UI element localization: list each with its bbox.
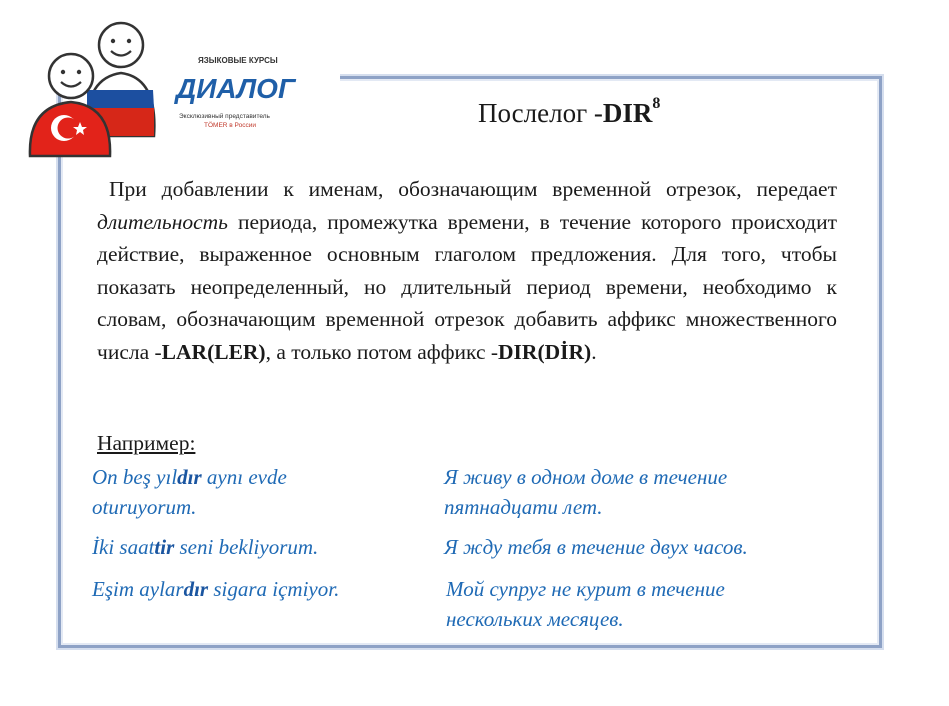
logo-sub-line2: TÖMER в России xyxy=(204,122,256,129)
para-text-2: периода, промежутка времени, в течение которого происходит действие, выраженное основным глаголом предложения. Для того, чтобы показать неопределенный, но длительный период времени, необходимо к словам, обозначающим временной отрезок добавить аффикс множественного числа - xyxy=(97,209,837,364)
example-tr-3: Eşim aylardır sigara içmiyor. xyxy=(92,577,340,601)
para-affix-dir: DIR(DİR) xyxy=(498,339,592,364)
examples-heading: Например: xyxy=(97,431,196,455)
para-italic-term: длительность xyxy=(97,209,228,234)
example-ru-1: Я живу в одном доме в течение пятнадцати лет. xyxy=(444,465,728,519)
logo-brand: ДИАЛОГ xyxy=(176,73,296,104)
dialog-logo xyxy=(26,18,326,168)
logo-sub-line1: Эксклюзивный представитель xyxy=(179,113,270,120)
logo-top-text: ЯЗЫКОВЫЕ КУРСЫ xyxy=(198,56,278,65)
title-affix: DIR xyxy=(602,98,653,128)
para-affix-lar: LAR(LER) xyxy=(161,339,266,364)
title-superscript: 8 xyxy=(652,95,661,112)
para-text-1: При добавлении к именам, обозначающим временной отрезок, передает xyxy=(109,177,837,201)
example-tr-1: On beş yıldır aynı evde oturuyorum. xyxy=(92,465,287,519)
para-text-4: . xyxy=(591,339,597,364)
example-ru-2: Я жду тебя в течение двух часов. xyxy=(444,535,748,559)
explanation-paragraph xyxy=(97,173,837,368)
title-prefix: Послелог - xyxy=(478,98,603,128)
example-tr-2: İki saattir seni bekliyorum. xyxy=(92,535,319,559)
example-ru-3: Мой супруг не курит в течение нескольких месяцев. xyxy=(446,577,725,631)
slide-title xyxy=(478,95,661,129)
para-text-3: , а только потом аффикс - xyxy=(265,339,499,364)
